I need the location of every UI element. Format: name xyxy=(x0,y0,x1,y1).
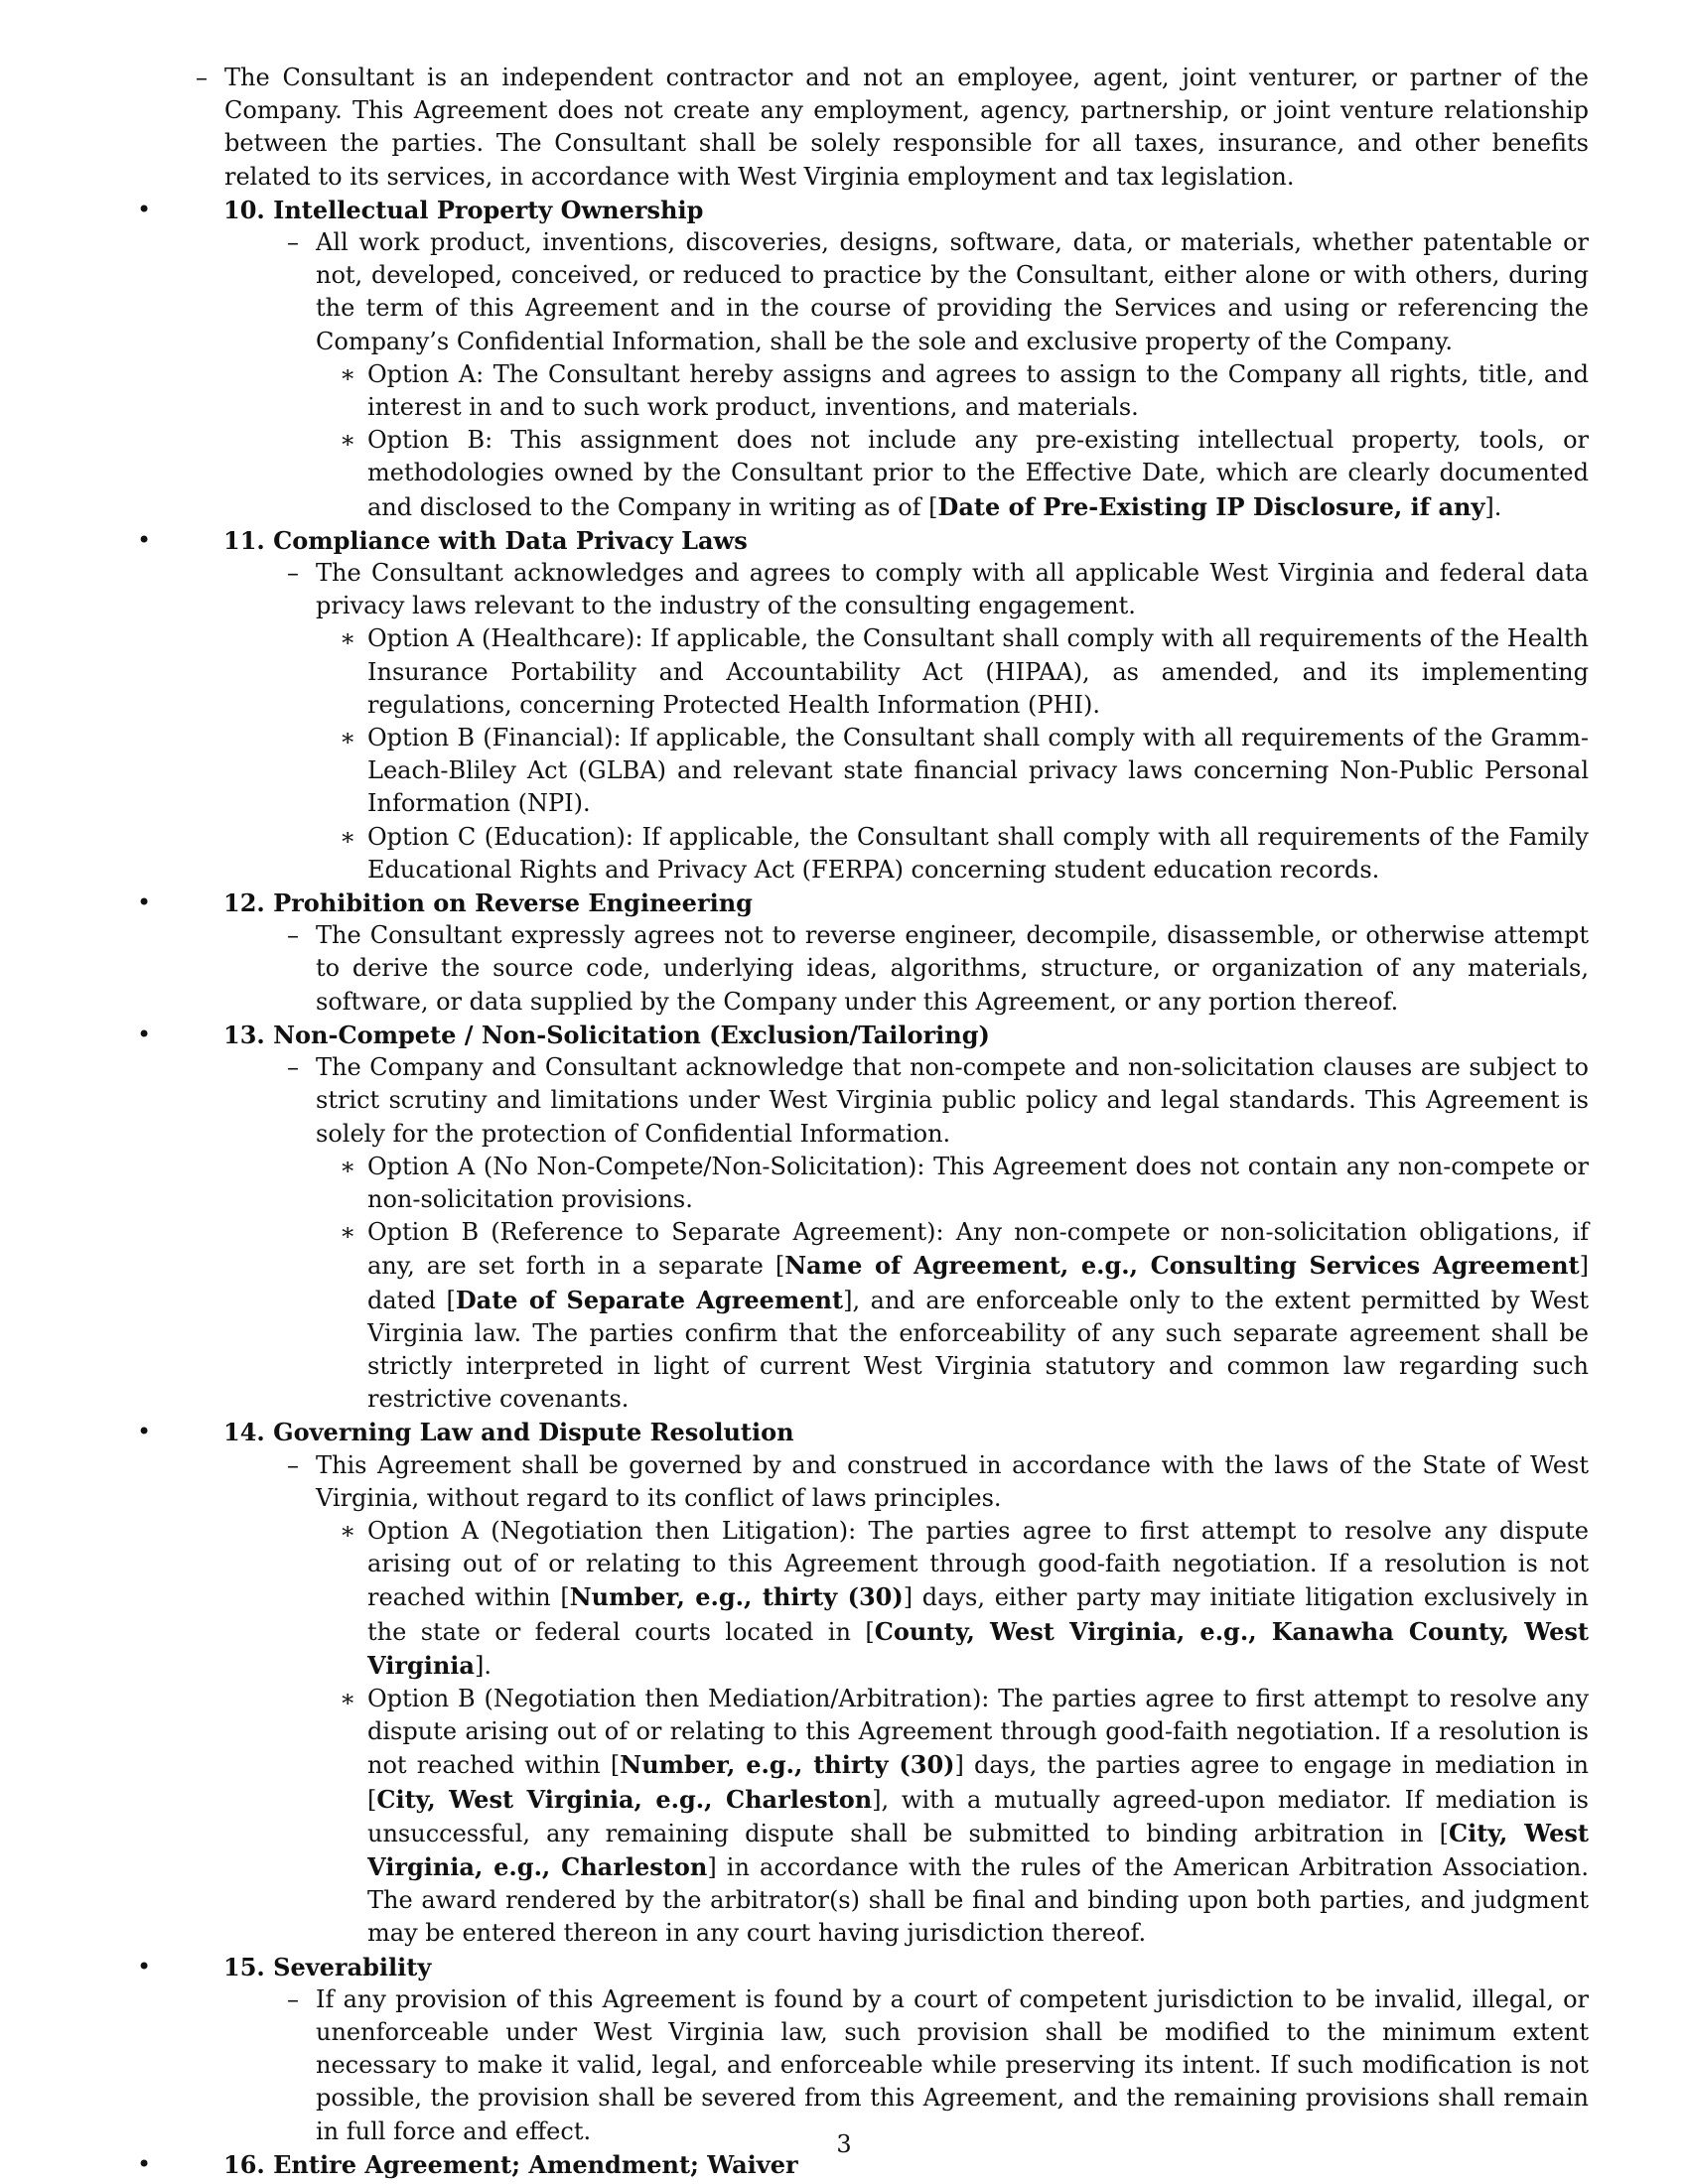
clause-11-option-a: ∗ Option A (Healthcare): If applicable, the Consultant shall comply with all requirements of the Health Insurance Portability and Accountability Act (HIPAA), as amended, and its implementing regulations, concerning Protected Health Information (PHI). xyxy=(316,622,1589,722)
clause-13-heading: • 13. Non-Compete / Non-Solicitation (Exclusion/Tailoring) xyxy=(223,1020,990,1049)
clause-9-continuation xyxy=(132,62,1589,194)
clause-13-option-b: ∗ Option B (Reference to Separate Agreement): Any non-compete or non-solicitation obligations, if any, are set forth in a separate [Name of Agreement, e.g., Consulting Services Agreement] dated [Date of Separate Agreement], and are enforceable only to the extent permitted by West Virginia law. The parties confirm that the enforceability of any such separate agreement shall be strictly interpreted in light of current West Virginia statutory and common law regarding such restrictive covenants. xyxy=(316,1216,1589,1416)
clause-14-option-a: ∗ Option A (Negotiation then Litigation): The parties agree to first attempt to resolve any dispute arising out of or relating to this Agreement through good-faith negotiation. If a resolution is not reached within [Number, e.g., thirty (30)] days, either party may initiate litigation exclusively in the state or federal courts located in [County, West Virginia, e.g., Kanawha County, West Virginia]. xyxy=(316,1515,1589,1683)
clause-14-paragraph: – This Agreement shall be governed by and construed in accordance with the laws of the State of West Virginia, without regard to its conflict of laws principles. ∗ Option A (Negotiation then Litigation): The parties agree to first attempt to resolve any dispute arising out of or relating to this Agreement through good-faith negotiation. If a resolution is not reached within [Number, e.g., thirty (30)] days, either party may initiate litigation exclusively in the state or federal courts located in [County, West Virginia, e.g., Kanawha County, West Virginia]. ∗ Option B (Negotiation then Mediation/Arbitration): The parties agree to first attempt to resolve any dispute arising out of or relating to this Agreement through good-faith negotiation. If a resolution is not reached within [Number, e.g., thirty (30)] days, the parties agree to engage in mediation in [City, West Virginia, e.g., Charleston], with a mutually agreed-upon mediator. If mediation is unsuccessful, any remaining dispute shall be submitted to binding arbitration in [City, West Virginia, e.g., Charleston] in accordance with the rules of the American Arbitration Association. The award rendered by the arbitrator(s) shall be final and binding upon both parties, and judgment may be entered thereon in any court having jurisdiction thereof. xyxy=(223,1449,1589,1951)
clause-14 xyxy=(132,1416,1589,1950)
clause-15-paragraph: – If any provision of this Agreement is found by a court of competent jurisdiction to be invalid, illegal, or unenforceable under West Virginia law, such provision shall be modified to the minimum extent necessary to make it valid, legal, and enforceable while preserving its intent. If such modification is not possible, the provision shall be severed from this Agreement, and the remaining provisions shall remain in full force and effect. xyxy=(223,1983,1589,2148)
clause-11-paragraph: – The Consultant acknowledges and agrees to comply with all applicable West Virginia and federal data privacy laws relevant to the industry of the consulting engagement. ∗ Option A (Healthcare): If applicable, the Consultant shall comply with all requirements of the Health Insurance Portability and Accountability Act (HIPAA), as amended, and its implementing regulations, concerning Protected Health Information (PHI). ∗ Option B (Financial): If applicable, the Consultant shall comply with all requirements of the Gramm-Leach-Bliley Act (GLBA) and relevant state financial privacy laws concerning Non-Public Personal Information (NPI). ∗ Option C (Education): If applicable, the Consultant shall comply with all requirements of the Family Educational Rights and Privacy Act (FERPA) concerning student education records. xyxy=(223,557,1589,887)
clause-10 xyxy=(132,194,1589,524)
clause-11-option-b: ∗ Option B (Financial): If applicable, the Consultant shall comply with all requirements of the Gramm-Leach-Bliley Act (GLBA) and relevant state financial privacy laws concerning Non-Public Personal Information (NPI). xyxy=(316,722,1589,821)
clause-13-option-a: ∗ Option A (No Non-Compete/Non-Solicitation): This Agreement does not contain any non-compete or non-solicitation provisions. xyxy=(316,1151,1589,1216)
clause-10-paragraph: – All work product, inventions, discoveries, designs, software, data, or materials, whether patentable or not, developed, conceived, or reduced to practice by the Consultant, either alone or with others, during the term of this Agreement and in the course of providing the Services and using or referencing the Company’s Confidential Information, shall be the sole and exclusive property of the Company. ∗ Option A: The Consultant hereby assigns and agrees to assign to the Company all rights, title, and interest in and to such work product, inventions, and materials. ∗ Option B: This assignment does not include any pre-existing intellectual property, tools, or methodologies owned by the Consultant prior to the Effective Date, which are clearly documented and disclosed to the Company in writing as of [Date of Pre-Existing IP Disclosure, if any]. xyxy=(223,226,1589,524)
clause-11-heading: • 11. Compliance with Data Privacy Laws xyxy=(223,525,748,555)
placeholder-field: Number, e.g., thirty (30) xyxy=(569,1582,904,1612)
clause-15 xyxy=(132,1951,1589,2148)
clause-list xyxy=(132,62,1589,2181)
clause-11 xyxy=(132,524,1589,887)
clause-15-heading: • 15. Severability xyxy=(223,1952,432,1981)
clause-11-option-c: ∗ Option C (Education): If applicable, the Consultant shall comply with all requirements of the Family Educational Rights and Privacy Act (FERPA) concerning student education records. xyxy=(316,821,1589,887)
clause-12 xyxy=(132,887,1589,1019)
placeholder-field: Date of Separate Agreement xyxy=(455,1285,844,1314)
clause-13-paragraph: – The Company and Consultant acknowledge that non-compete and non-solicitation clauses are subject to strict scrutiny and limitations under West Virginia public policy and legal standards. This Agreement is solely for the protection of Confidential Information. ∗ Option A (No Non-Compete/Non-Solicitation): This Agreement does not contain any non-compete or non-solicitation provisions. ∗ Option B (Reference to Separate Agreement): Any non-compete or non-solicitation obligations, if any, are set forth in a separate [Name of Agreement, e.g., Consulting Services Agreement] dated [Date of Separate Agreement], and are enforceable only to the extent permitted by West Virginia law. The parties confirm that the enforceability of any such separate agreement shall be strictly interpreted in light of current West Virginia statutory and common law regarding such restrictive covenants. xyxy=(223,1051,1589,1416)
clause-9-paragraph: – The Consultant is an independent contractor and not an employee, agent, joint venturer, or partner of the Company. This Agreement does not create any employment, agency, partnership, or joint venture relationship between the parties. The Consultant shall be solely responsible for all taxes, insurance, and other benefits related to its services, in accordance with West Virginia employment and tax legislation. xyxy=(132,62,1589,194)
document-page xyxy=(132,62,1589,2181)
clause-14-heading: • 14. Governing Law and Dispute Resolution xyxy=(223,1418,794,1447)
clause-13 xyxy=(132,1019,1589,1416)
clause-14-option-b: ∗ Option B (Negotiation then Mediation/Arbitration): The parties agree to first attempt to resolve any dispute arising out of or relating to this Agreement through good-faith negotiation. If a resolution is not reached within [Number, e.g., thirty (30)] days, the parties agree to engage in mediation in [City, West Virginia, e.g., Charleston], with a mutually agreed-upon mediator. If mediation is unsuccessful, any remaining dispute shall be submitted to binding arbitration in [City, West Virginia, e.g., Charleston] in accordance with the rules of the American Arbitration Association. The award rendered by the arbitrator(s) shall be final and binding upon both parties, and judgment may be entered thereon in any court having jurisdiction thereof. xyxy=(316,1683,1589,1951)
placeholder-field: County, West Virginia, e.g., Kanawha County, West Virginia xyxy=(367,1616,1590,1680)
page-number: 3 xyxy=(836,2130,852,2158)
placeholder-field: Name of Agreement, e.g., Consulting Services Agreement xyxy=(784,1251,1580,1281)
clause-12-heading: • 12. Prohibition on Reverse Engineering xyxy=(223,888,753,918)
clause-12-paragraph: – The Consultant expressly agrees not to reverse engineer, decompile, disassemble, or otherwise attempt to derive the source code, underlying ideas, algorithms, structure, or organization of any materials, software, or data supplied by the Company under this Agreement, or any portion thereof. xyxy=(223,919,1589,1019)
placeholder-field: City, West Virginia, e.g., Charleston xyxy=(376,1784,873,1814)
clause-10-option-a: ∗ Option A: The Consultant hereby assigns and agrees to assign to the Company all rights, title, and interest in and to such work product, inventions, and materials. xyxy=(316,358,1589,424)
placeholder-field: Date of Pre-Existing IP Disclosure, if any xyxy=(937,491,1485,521)
clause-10-option-b: ∗ Option B: This assignment does not include any pre-existing intellectual property, tools, or methodologies owned by the Consultant prior to the Effective Date, which are clearly documented and disclosed to the Company in writing as of [Date of Pre-Existing IP Disclosure, if any]. xyxy=(316,424,1589,524)
clause-10-heading: • 10. Intellectual Property Ownership xyxy=(223,195,704,224)
clause-16-heading: • 16. Entire Agreement; Amendment; Waiver xyxy=(223,2149,798,2179)
placeholder-field: City, West Virginia, e.g., Charleston xyxy=(367,1818,1590,1881)
placeholder-field: Number, e.g., thirty (30) xyxy=(620,1750,955,1780)
